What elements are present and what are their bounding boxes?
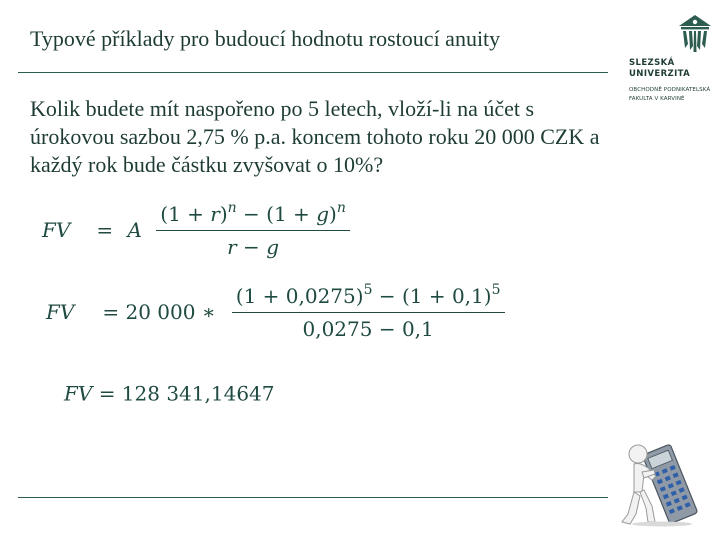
formula1-eq: = xyxy=(96,217,114,242)
formula1-denominator: r − g xyxy=(227,235,279,259)
logo-faculty-line2: FAKULTA V KARVINÉ xyxy=(629,96,685,102)
result-value: = 128 341,14647 xyxy=(98,381,275,406)
problem-statement: Kolik budete mít naspořeno po 5 letech, vloží-li na účet s úrokovou sazbou 2,75 % p.a. koncem tohoto roku 20 000 CZK a každý rok bude částku zvyšovat o 10%? xyxy=(30,96,600,177)
formula-result xyxy=(64,380,275,406)
logo-name-line1: SLEZSKÁ xyxy=(629,58,675,68)
formula1-numerator: $(1 + r)^n - (1 + g)^n$ xyxy=(156,200,350,231)
logo-name-line2: UNIVERZITA xyxy=(629,69,691,79)
university-emblem-icon xyxy=(677,14,713,54)
formula2-denominator: 0,0275 − 0,1 xyxy=(302,317,434,341)
footer-divider xyxy=(18,497,608,498)
formula-general xyxy=(42,200,350,259)
title-divider xyxy=(18,72,608,73)
person-pushing-calculator-icon xyxy=(618,436,698,528)
formula1-lhs: FV xyxy=(42,217,71,242)
result-lhs: FV xyxy=(64,381,93,406)
formula2-lhs: FV xyxy=(46,299,75,324)
university-logo xyxy=(615,14,715,114)
formula1-fraction xyxy=(156,200,350,259)
logo-faculty-line1: OBCHODNĚ PODNIKATELSKÁ xyxy=(629,87,711,93)
slide-title: Typové příklady pro budoucí hodnotu rostoucí anuity xyxy=(30,26,501,51)
formula-substituted xyxy=(46,282,505,341)
formula1-coef: A xyxy=(127,217,142,242)
formula2-numerator: $(1 + 0,0275)^5 - (1 + 0,1)^5$ xyxy=(232,282,505,313)
formula2-eq: = 20 000 ∗ xyxy=(102,299,216,324)
formula2-fraction xyxy=(232,282,505,341)
